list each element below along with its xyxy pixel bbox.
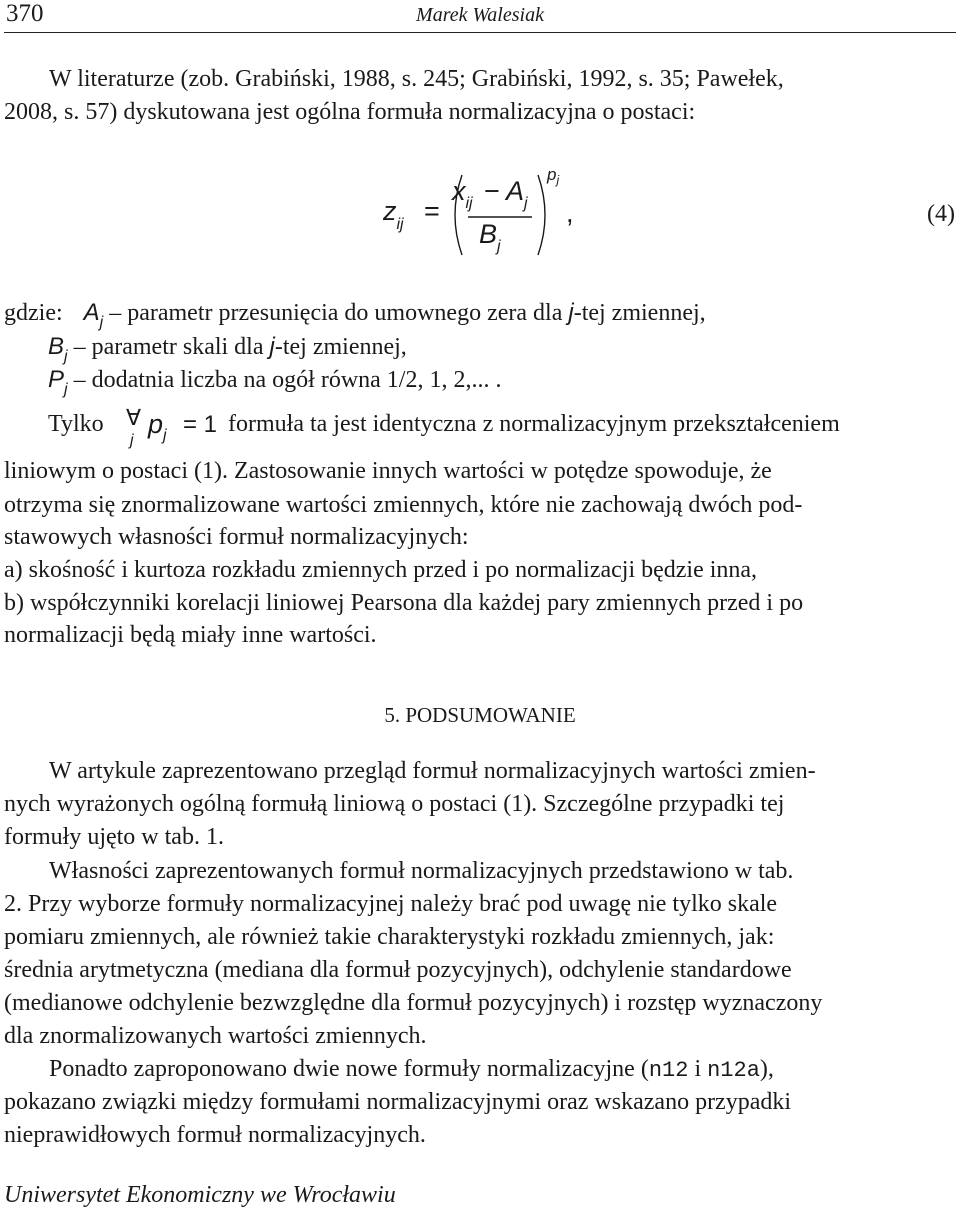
summary-p2-line-1: Własności zaprezentowanych formuł normalizacyjnych przedstawiono w tab.: [49, 858, 794, 884]
code-n12a: n12a: [707, 1058, 760, 1083]
summary-p1-line-1: W artykule zaprezentowano przegląd formuł normalizacyjnych wartości zmien-: [49, 758, 816, 784]
forall-symbol: ∀: [126, 405, 142, 430]
definition-B: $B_j$ – parametr skali dla j-tej zmiennej,: [48, 333, 407, 365]
summary-p2-line-5: (medianowe odchylenie bezwzględne dla formuł pozycyjnych) i rozstęp wyznaczony: [4, 990, 823, 1016]
list-item-b-cont: normalizacji będą miały inne wartości.: [4, 622, 377, 648]
summary-p2-line-6: dla znormalizowanych wartości zmiennych.: [4, 1023, 427, 1049]
summary-p2-line-4: średnia arytmetyczna (mediana dla formuł pozycyjnych), odchylenie standardowe: [4, 957, 792, 983]
tylko-eq: = 1: [183, 411, 218, 438]
formula-minus: −: [484, 176, 500, 206]
summary-p3-line-3: nieprawidłowych formuł normalizacyjnych.: [4, 1122, 426, 1148]
definition-A: gdzie: $A_j$ – parametr przesunięcia do umownego zera dla j-tej zmiennej,: [4, 299, 706, 331]
formula-lhs: $z_{ij}$: [383, 196, 404, 233]
code-n12: n12: [648, 1058, 689, 1083]
summary-p1-line-2: nych wyrażonych ogólną formułą liniową o postaci (1). Szczególne przypadki tej: [4, 791, 785, 817]
summary-p2-line-3: pomiaru zmiennych, ale również takie charakterystyki rozkładu zmiennych, jak:: [4, 924, 775, 950]
summary-p1-line-3: formuły ujęto w tab. 1.: [4, 824, 224, 850]
definition-P: $P_j$ – dodatnia liczba na ogół równa 1/2, 1, 2,... .: [48, 366, 502, 398]
equation-number: (4): [927, 201, 955, 227]
tylko-rest: formuła ta jest identyczna z normalizacyjnym przekształceniem: [228, 411, 840, 437]
summary-p3-line-2: pokazano związki między formułami normalizacyjnymi oraz wskazano przypadki: [4, 1089, 792, 1115]
list-item-b: b) współczynniki korelacji liniowej Pearsona dla każdej pary zmiennych przed i po: [4, 590, 804, 616]
para2-line-1: liniowym o postaci (1). Zastosowanie innych wartości w potędze spowoduje, że: [4, 458, 772, 484]
formula-den-B: $B_j$: [479, 219, 501, 255]
formula-equals: =: [424, 196, 440, 226]
section-heading: 5. PODSUMOWANIE: [384, 703, 576, 727]
tylko-p: $p_j$: [148, 409, 167, 444]
intro-line-2: 2008, s. 57) dyskutowana jest ogólna formuła normalizacyjna o postaci:: [4, 99, 696, 125]
summary-p2-line-2: 2. Przy wyborze formuły normalizacyjnej należy brać pod uwagę nie tylko skale: [4, 891, 778, 917]
list-item-a: a) skośność i kurtoza rozkładu zmiennych przed i po normalizacji będzie inna,: [4, 557, 758, 583]
formula-num-x: $x_{ij}$: [452, 176, 473, 212]
page-number: 370: [6, 0, 44, 27]
para2-line-2: otrzyma się znormalizowane wartości zmiennych, które nie zachowają dwóch pod-: [4, 492, 803, 518]
formula-comma: ,: [566, 198, 574, 228]
affiliation: Uniwersytet Ekonomiczny we Wrocławiu: [4, 1182, 396, 1208]
formula-exponent: $p_j$: [547, 165, 560, 187]
intro-line-1: W literaturze (zob. Grabiński, 1988, s. 245; Grabiński, 1992, s. 35; Pawełek,: [49, 66, 784, 92]
tylko-word: Tylko: [48, 411, 104, 437]
header-rule: [4, 32, 956, 33]
forall-subscript: j: [130, 432, 134, 449]
summary-p3-line-1: Ponadto zaproponowano dwie nowe formuły normalizacyjne (n12 i n12a),: [49, 1056, 774, 1083]
para2-line-3: stawowych własności formuł normalizacyjnych:: [4, 524, 469, 550]
running-header-author: Marek Walesiak: [416, 4, 544, 26]
formula-num-A: $A_j$: [506, 176, 528, 212]
